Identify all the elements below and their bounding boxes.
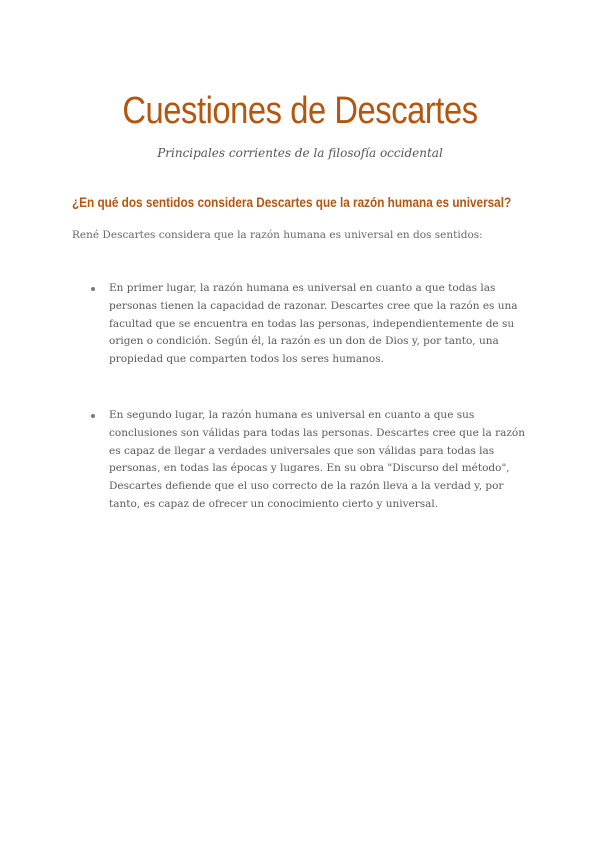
- document-title: Cuestiones de Descartes: [122, 90, 478, 132]
- bullet-icon: [91, 414, 95, 418]
- question-heading: ¿En qué dos sentidos considera Descartes que la razón humana es universal?: [72, 194, 512, 210]
- list-item: [72, 407, 528, 514]
- list-item: [72, 280, 528, 369]
- document-subtitle: Principales corrientes de la filosofía occidental: [157, 146, 443, 160]
- bullet-icon: [91, 287, 95, 291]
- bullet-text: En primer lugar, la razón humana es universal en cuanto a que todas las personas tienen la capacidad de razonar. Descartes cree que la razón es una facultad que se encuentra en todas las personas, independientemente de su origen o condición. Según él, la razón es un don de Dios y, por tanto, una propiedad que comparten todos los seres humanos.: [109, 282, 518, 366]
- bullet-list: [72, 280, 528, 514]
- bullet-text: En segundo lugar, la razón humana es universal en cuanto a que sus conclusiones son válidas para todas las personas. Descartes cree que la razón es capaz de llegar a verdades universales que son válidas para todas las personas, en todas las épocas y lugares. En su obra "Discurso del método", Descartes defiende que el uso correcto de la razón lleva a la verdad y, por tanto, es capaz de ofrecer un conocimiento cierto y universal.: [109, 408, 525, 510]
- intro-paragraph: René Descartes considera que la razón humana es universal en dos sentidos:: [72, 229, 483, 241]
